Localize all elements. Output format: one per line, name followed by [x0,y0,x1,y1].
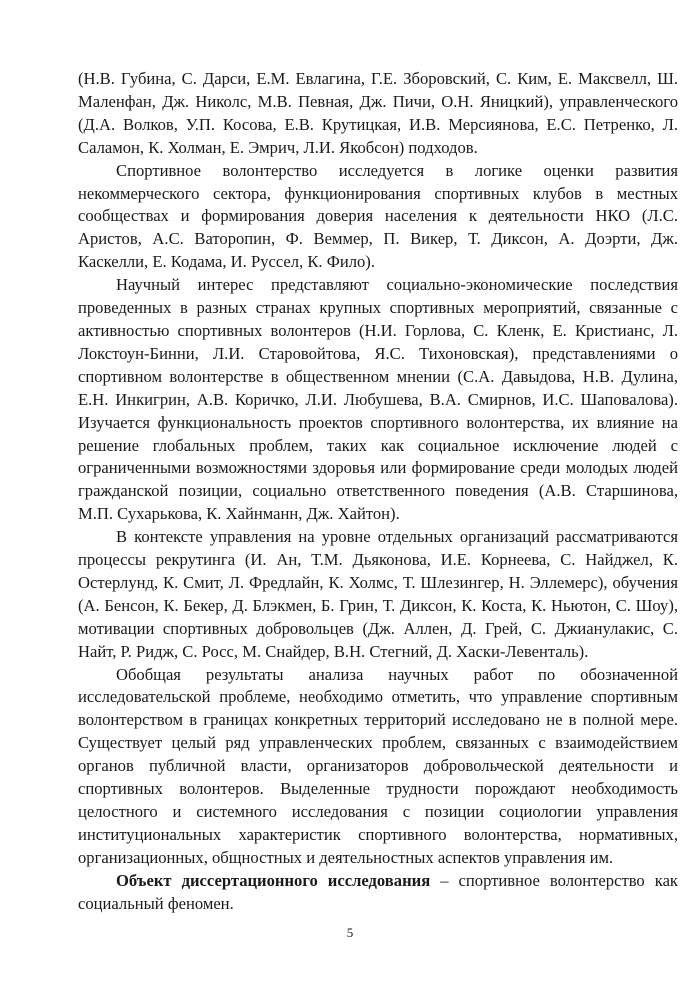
research-object-text: – спортивное волонтерство как социальный феномен. [78,870,678,913]
paragraph-management-context: В контексте управления на уровне отдельных организаций рассматриваются процессы рекрутинга (И. Ан, Т.М. Дьяконова, И.Е. Корнеева, С. Найджел, К. Остерлунд, К. Смит, Л. Фредлайн, К. Холмс, Т. Шлезингер, Н. Эллемерс), обучения (А. Бенсон, К. Бекер, Д. Блэкмен, Б. Грин, Т. Диксон, К. Коста, К. Ньютон, С. Шоу), мотивации спортивных добровольцев (Дж. Аллен, Д. Грей, С. Джианулакис, С. Найт, Р. Ридж, С. Росс, М. Снайдер, В.Н. Стегний, Д. Хаски-Левенталь). [78,527,678,661]
paragraph-summary: Обобщая результаты анализа научных работ по обозначенной исследовательской проблеме, необходимо отметить, что управление спортивным волонтерством в границах конкретных территорий исследовано не в полной мере. Существует целый ряд управленческих проблем, связанных с взаимодействием органов публичной власти, организаторов добровольческой деятельности и спортивных волонтеров. Выделенные трудности порождают необходимость целостного и системного исследования с позиции социологии управления институциональных характеристик спортивного волонтерства, нормативных, организационных, общностных и деятельностных аспектов управления им. [78,664,678,867]
paragraph-sport-volunteering-logic: Спортивное волонтерство исследуется в логике оценки развития некоммерческого сектора, функционирования спортивных клубов в местных сообществах и формирования доверия населения к деятельности НКО (Л.С. Аристов, А.С. Ваторопин, Ф. Веммер, П. Викер, Т. Диксон, А. Доэрти, Дж. Каскелли, Е. Кодама, И. Руссел, К. Фило). [78,160,678,272]
paragraph-scientific-interest: Научный интерес представляют социально-экономические последствия проведенных в разных странах крупных спортивных мероприятий, связанные с активностью спортивных волонтеров (Н.И. Горлова, С. Кленк, Е. Кристианс, Л. Локстоун-Бинни, Л.И. Старовойтова, Я.С. Тихоновская), представлениями о спортивном волонтерстве в общественном мнении (С.А. Давыдова, Н.В. Дулина, Е.Н. Инкигрин, А.В. Коричко, Л.И. Любушева, В.А. Смирнов, И.С. Шаповалова). Изучается функциональность проектов спортивного волонтерства, их влияние на решение глобальных проблем, таких как социальное исключение людей с ограниченными возможностями здоровья или формирование среди молодых людей гражданской позиции, социально ответственного поведения (А.В. Старшинова, М.П. Сухарькова, К. Хайнманн, Дж. Хайтон). [78,275,678,524]
page-number: 5 [346,925,354,940]
body-text [78,68,678,916]
research-object-label: Объект диссертационного исследования [116,870,431,890]
paragraph-authors-continued: (Н.В. Губина, С. Дарси, Е.М. Евлагина, Г.Е. Зборовский, С. Ким, Е. Максвелл, Ш. Маленфан, Дж. Николс, М.В. Певная, Дж. Пичи, О.Н. Яницкий), управленческого (Д.А. Волков, У.П. Косова, Е.В. Крутицкая, И.В. Мерсиянова, Е.С. Петренко, Л. Саламон, К. Холман, Е. Эмрич, Л.И. Якобсон) подходов. [78,69,678,157]
paragraph-research-object [78,870,678,916]
